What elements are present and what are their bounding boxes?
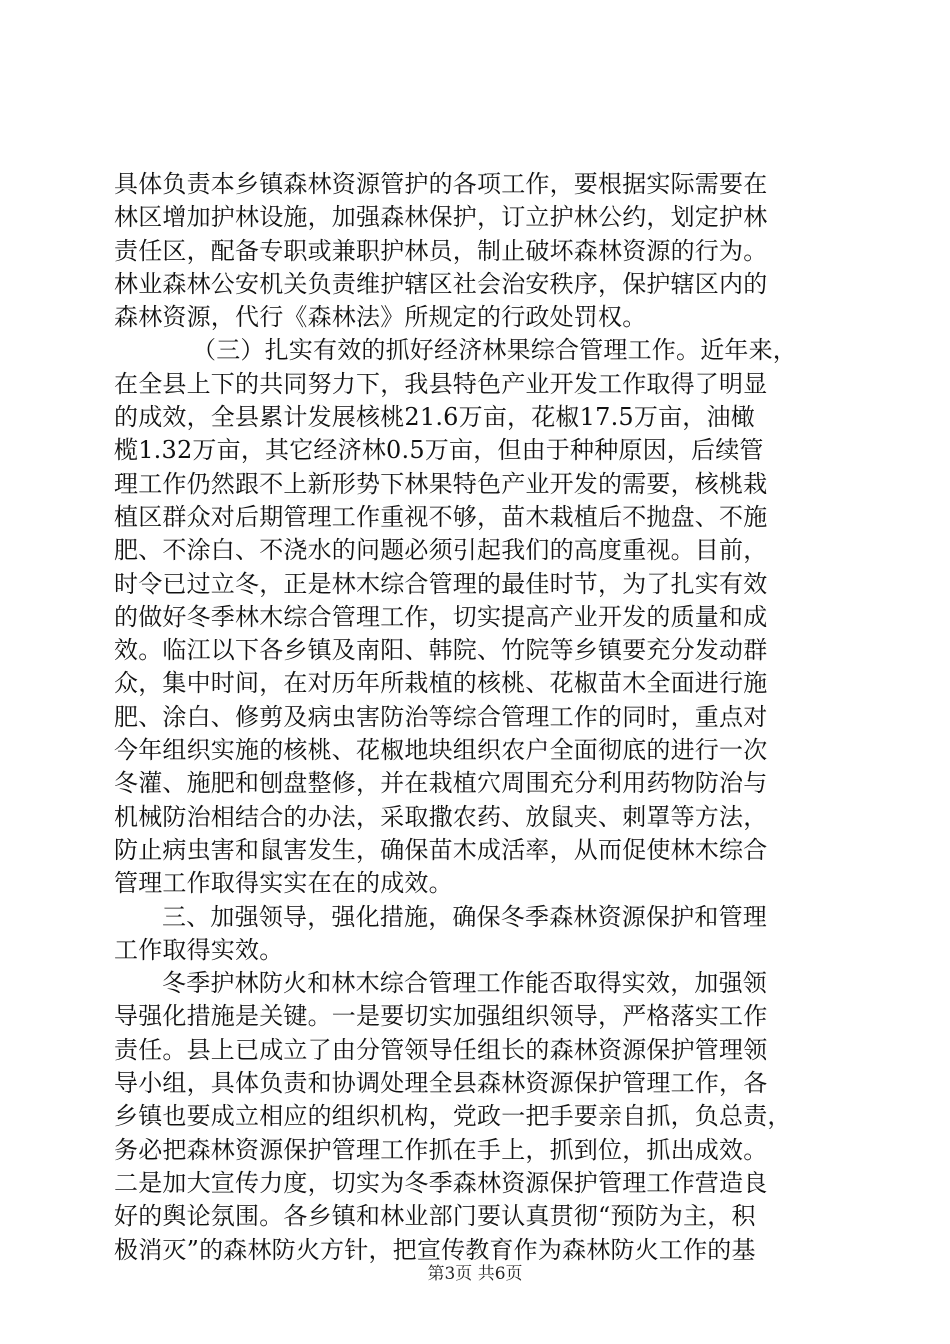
text-line: 效。临江以下各乡镇及南阳、韩院、竹院等乡镇要充分发动群 [114,636,768,665]
text-line: 在全县上下的共同努力下，我县特色产业开发工作取得了明显 [114,369,768,398]
text-line: 榄1.32万亩，其它经济林0.5万亩，但由于种种原因，后续管 [114,436,764,465]
text-line: （三）扎实有效的抓好经济林果综合管理工作。近年来， [192,336,797,365]
text-line: 林业森林公安机关负责维护辖区社会治安秩序，保护辖区内的 [114,269,768,298]
text-line: 二是加大宣传力度，切实为冬季森林资源保护管理工作营造良 [114,1168,768,1197]
text-line: 具体负责本乡镇森林资源管护的各项工作，要根据实际需要在 [114,170,768,198]
text-line: 极消灭”的森林防火方针，把宣传教育作为森林防火工作的基 [114,1235,756,1264]
text-line: 众，集中时间，在对历年所栽植的核桃、花椒苗木全面进行施 [114,669,768,698]
text-line: 工作取得实效。 [114,935,284,964]
text-line: 冬季护林防火和林木综合管理工作能否取得实效，加强领 [162,969,767,998]
text-line: 防止病虫害和鼠害发生，确保苗木成活率，从而促使林木综合 [114,835,768,864]
page-footer: 第3页 共6页 [427,1264,523,1284]
text-line: 肥、不涂白、不浇水的问题必须引起我们的高度重视。目前， [114,536,768,565]
text-line: 责任。县上已成立了由分管领导任组长的森林资源保护管理领 [114,1035,768,1064]
text-line: 务必把森林资源保护管理工作抓在手上，抓到位，抓出成效。 [114,1135,768,1164]
text-line: 今年组织实施的核桃、花椒地块组织农户全面彻底的进行一次 [114,736,768,765]
text-line: 导强化措施是关键。一是要切实加强组织领导，严格落实工作 [114,1002,768,1031]
document-body [114,168,834,1267]
text-line: 机械防治相结合的办法，采取撒农药、放鼠夹、刺罩等方法， [114,802,768,831]
text-line: 冬灌、施肥和刨盘整修，并在栽植穴周围充分利用药物防治与 [114,769,768,798]
text-line: 森林资源，代行《森林法》所规定的行政处罚权。 [114,303,647,332]
text-line: 导小组，具体负责和协调处理全县森林资源保护管理工作，各 [114,1069,768,1098]
text-line: 肥、涂白、修剪及病虫害防治等综合管理工作的同时，重点对 [114,702,768,731]
text-line: 好的舆论氛围。各乡镇和林业部门要认真贯彻“预防为主，积 [114,1202,756,1231]
text-line: 理工作仍然跟不上新形势下林果特色产业开发的需要，核桃栽 [114,469,768,498]
text-line: 植区群众对后期管理工作重视不够，苗木栽植后不抛盘、不施 [114,502,768,531]
text-line: 时令已过立冬，正是林木综合管理的最佳时节，为了扎实有效 [114,569,768,598]
text-line: 管理工作取得实实在在的成效。 [114,869,453,898]
text-line: 三、加强领导，强化措施，确保冬季森林资源保护和管理 [162,902,767,931]
text-line: 责任区，配备专职或兼职护林员，制止破坏森林资源的行为。 [114,236,768,265]
text-line: 的做好冬季林木综合管理工作，切实提高产业开发的质量和成 [114,602,768,631]
text-line: 的成效，全县累计发展核桃21.6万亩，花椒17.5万亩，油橄 [114,403,755,432]
text-line: 林区增加护林设施，加强森林保护，订立护林公约，划定护林 [114,203,768,232]
text-line: 乡镇也要成立相应的组织机构，党政一把手要亲自抓，负总责， [114,1102,792,1131]
